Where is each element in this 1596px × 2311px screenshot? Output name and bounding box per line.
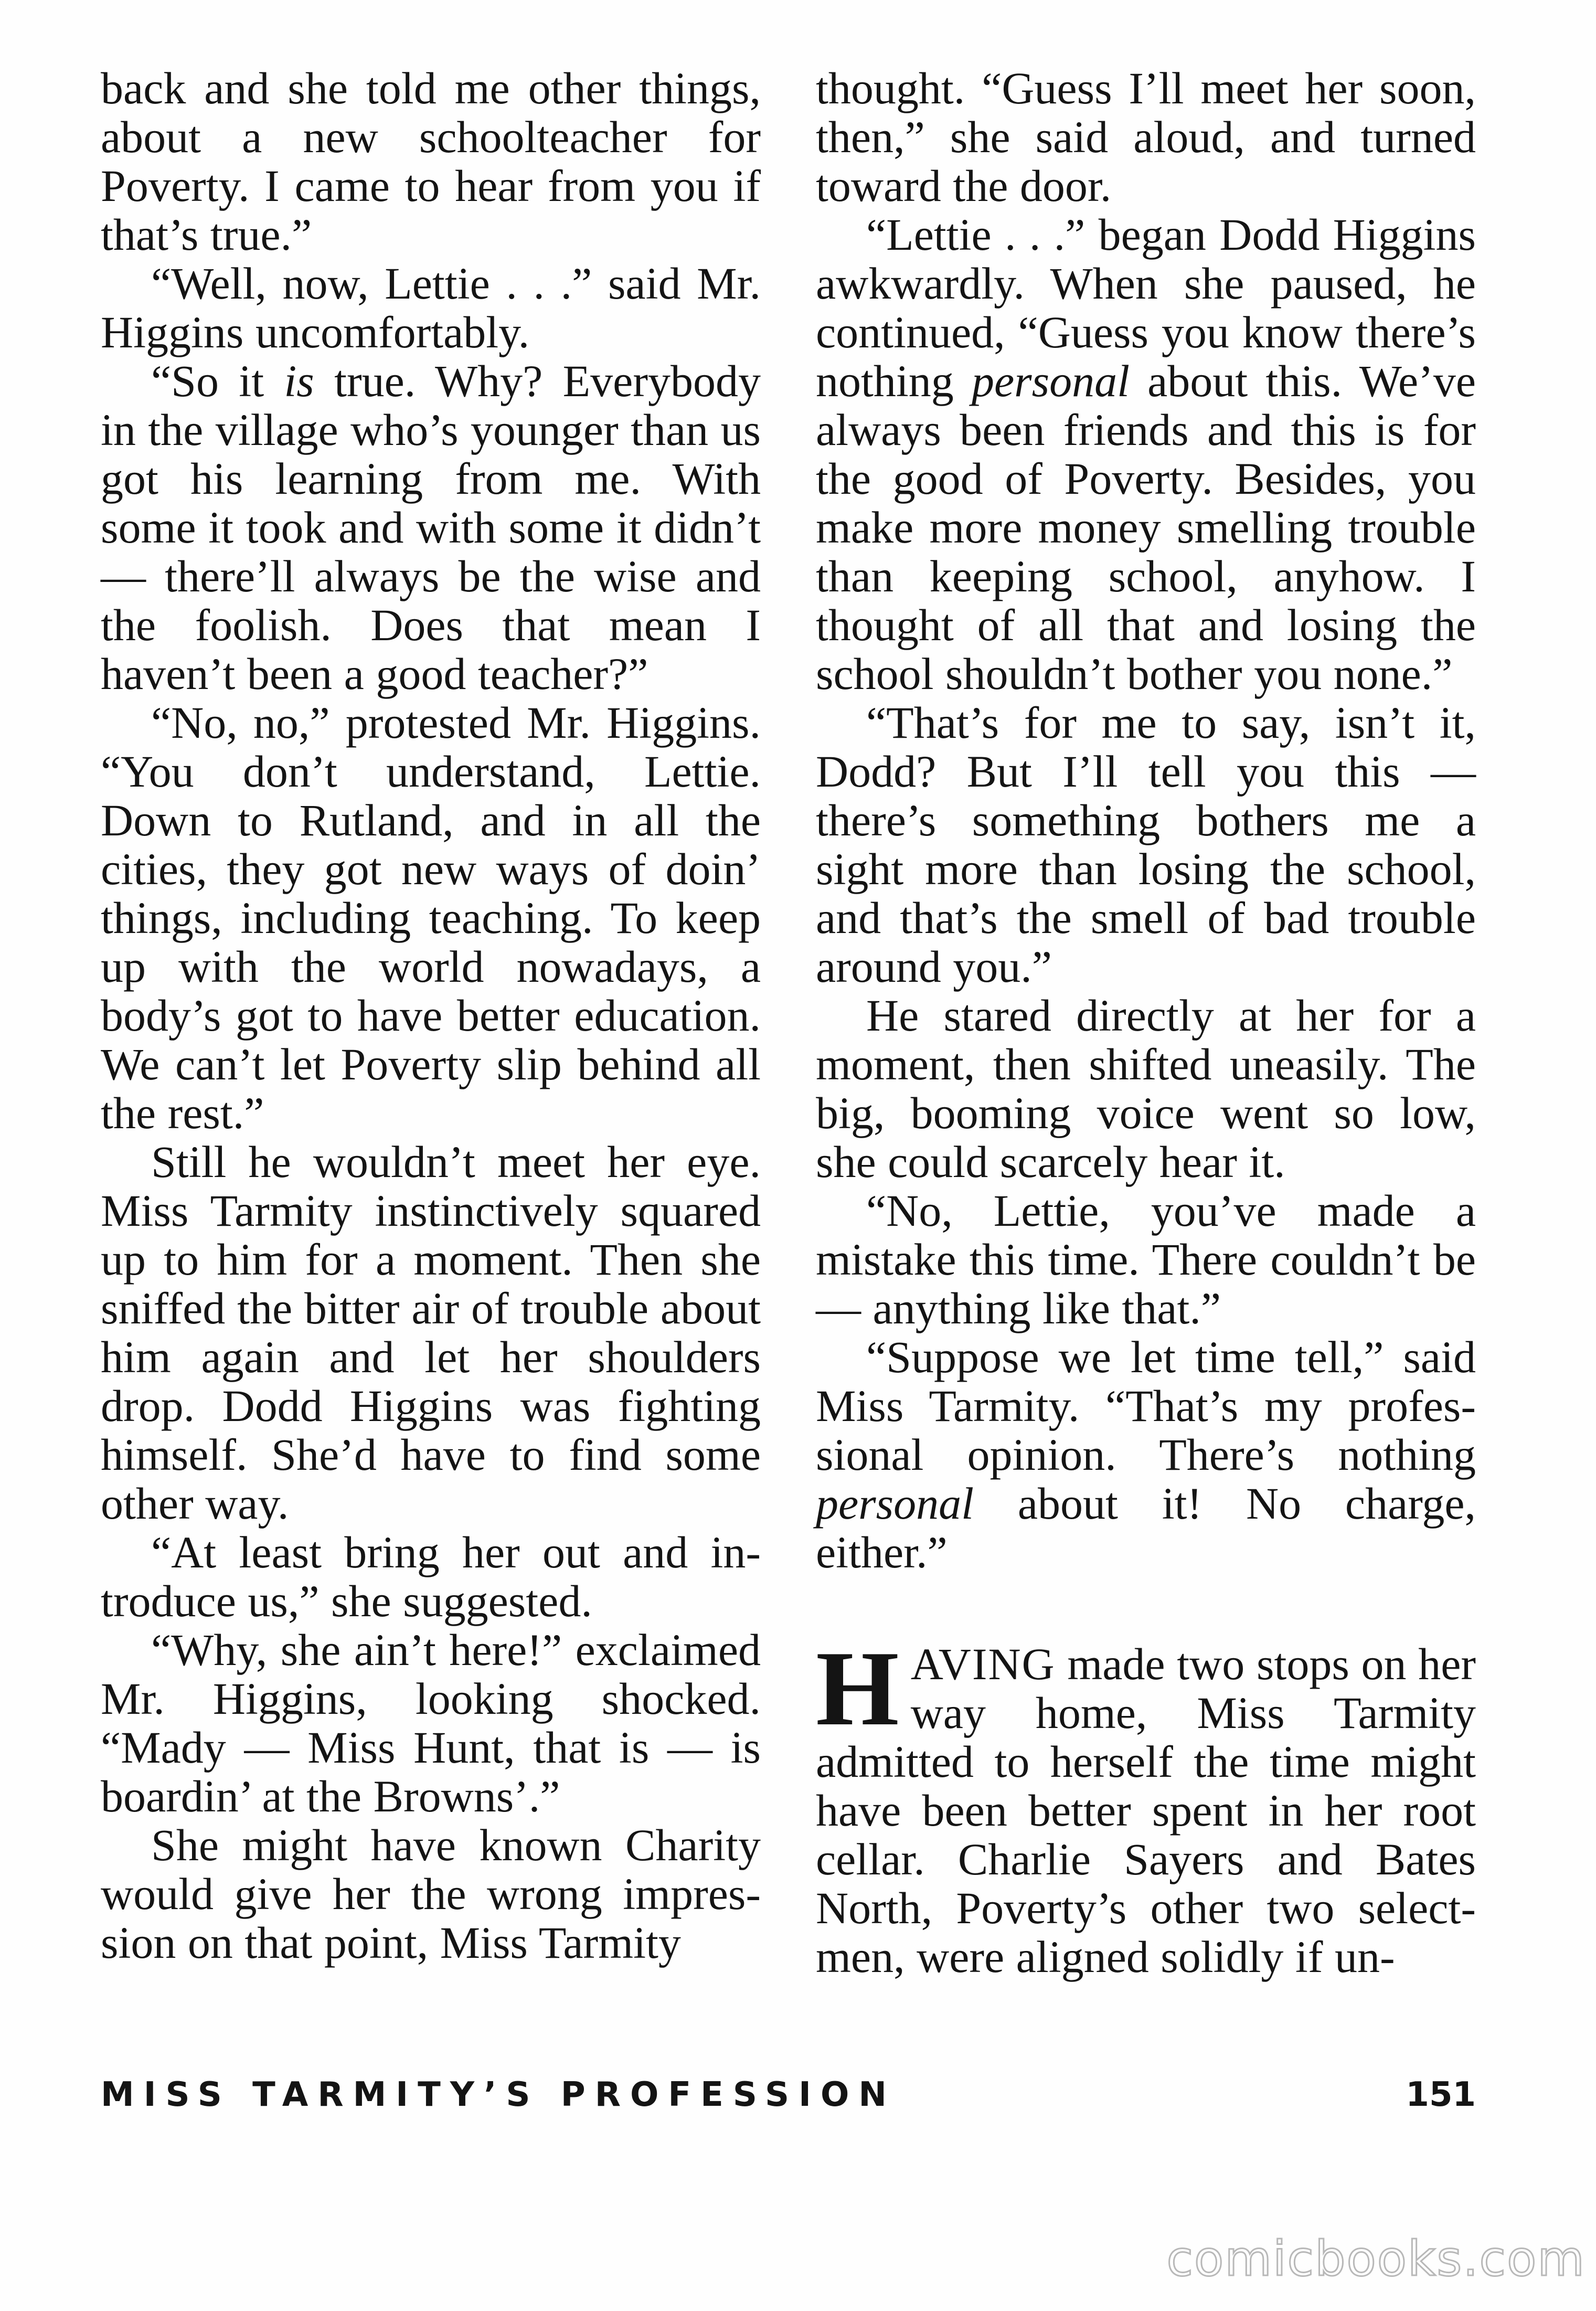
italic-text: personal <box>816 1478 974 1529</box>
text-run: true. Why? Everybody in the village who’s younger than us got his learning from me. With some it took and with some it didn’t — there’ll always be the wise and the foolish. Does that mean I haven’t been a good teacher?” <box>101 356 761 699</box>
drop-cap: H <box>816 1629 899 1748</box>
text-run: about it! No charge, either.” <box>816 1478 1476 1577</box>
paragraph: Still he wouldn’t meet her eye. Miss Tarmity instinctively squared up to him for a moment. Then she sniffed the bitter air of trouble about him again and let her shoulders drop. Dodd Higgins was fighting himself. She’d have to find some other way. <box>101 1137 761 1529</box>
right-text-column <box>816 64 1476 1981</box>
text-run: about this. We’ve always been friends and this is for the good of Poverty. Besides, you make more money smelling trouble than keeping school, anyhow. I thought of all that and losing the school shouldn’t bother you none.” <box>816 356 1476 699</box>
italic-text: is <box>284 356 314 406</box>
paragraph <box>816 1333 1476 1577</box>
paragraph <box>101 357 761 698</box>
paragraph: She might have known Charity would give her the wrong impression on that point, Miss Tarmity <box>101 1820 761 1968</box>
paragraph: “At least bring her out and introduce us,” she suggested. <box>101 1527 761 1626</box>
page-footer <box>101 2075 1476 2123</box>
site-watermark: comicbooks.com <box>1166 2231 1586 2287</box>
text-run: “So it <box>151 356 284 406</box>
page-number: 151 <box>1406 2075 1476 2114</box>
paragraph: “No, no,” protested Mr. Higgins. “You don’t understand, Lettie. Down to Rutland, and in all the cities, they got new ways of doin’ things, including teaching. To keep up with the world nowadays, a body’s got to have better education. We can’t let Poverty slip behind all the rest.” <box>101 697 761 1138</box>
paragraph <box>816 210 1476 698</box>
section-opening-paragraph <box>816 1629 1476 1982</box>
paragraph: thought. “Guess I’ll meet her soon, then,” she said aloud, and turned toward the door. <box>816 63 1476 211</box>
text-run: “Suppose we let time tell,” said Miss Tarmity. “That’s my professional opinion. There’s nothing <box>816 1332 1476 1480</box>
paragraph: He stared directly at her for a moment, then shifted uneasily. The big, booming voice went so low, she could scarcely hear it. <box>816 990 1476 1187</box>
text-run: “Lettie . . .” began Dodd Higgins awkwardly. When she paused, he continued, “Guess you know there’s nothing <box>816 209 1476 406</box>
paragraph: back and she told me other things, about a new schoolteacher for Poverty. I came to hear from you if that’s true.” <box>101 63 761 260</box>
paragraph: “Why, she ain’t here!” exclaimed Mr. Higgins, looking shocked. “Mady — Miss Hunt, that is — is boardin’ at the Browns’.” <box>101 1625 761 1821</box>
paragraph: “Well, now, Lettie . . .” said Mr. Higgins uncomfortably. <box>101 258 761 357</box>
text-run: made two stops on her way home, Miss Tarmity admitted to herself the time might have been better spent in her root cellar. Charlie Sayers and Bates North, Poverty’s other two selectmen, were aligned solidly if un- <box>816 1639 1476 1982</box>
paragraph: “No, Lettie, you’ve made a mistake this time. There couldn’t be — anything like that.” <box>816 1185 1476 1333</box>
small-caps-text: AVING <box>910 1639 1056 1689</box>
running-footer-title: MISS TARMITY’S PROFESSION <box>101 2075 896 2114</box>
italic-text: personal <box>971 356 1130 406</box>
left-text-column <box>101 64 761 1967</box>
section-break <box>816 1577 1476 1640</box>
paragraph: “That’s for me to say, isn’t it, Dodd? But I’ll tell you this — there’s something bothers me a sight more than losing the school, and that’s the smell of bad trouble around you.” <box>816 697 1476 992</box>
